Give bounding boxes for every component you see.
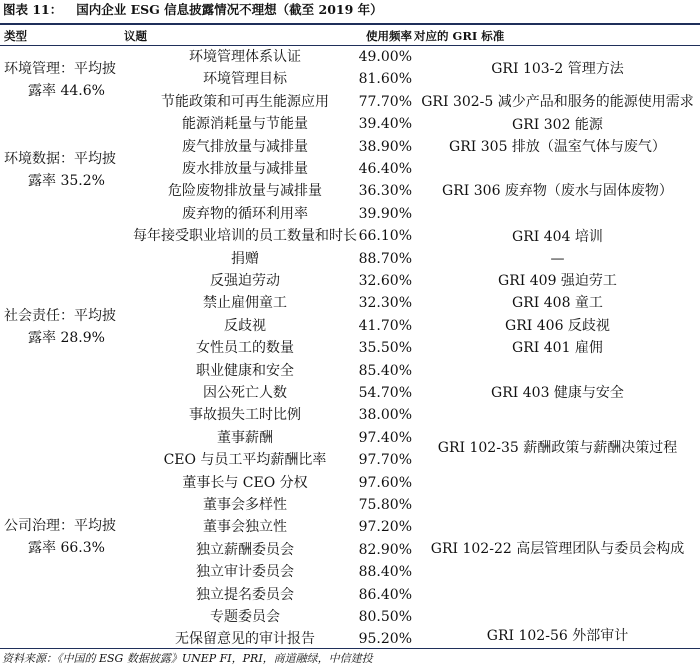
rate-cell: 97.40% bbox=[358, 429, 412, 446]
rate-cell: 85.40% bbox=[358, 362, 412, 379]
rate-cell: 39.90% bbox=[358, 205, 412, 222]
category-line: 露率 35.2% bbox=[28, 173, 105, 189]
rate-cell: 81.60% bbox=[358, 71, 412, 88]
source-note: 资料来源：《中国的 ESG 数据披露》UNEP FI，PRI，商道融绿，中信建投 bbox=[2, 652, 373, 665]
bottom-rule bbox=[0, 648, 700, 649]
gri-standard: GRI 302-5 减少产品和服务的能源使用需求 bbox=[421, 94, 694, 110]
gri-standard: GRI 302 能源 bbox=[512, 117, 603, 133]
rate-cell: 41.70% bbox=[358, 317, 412, 334]
rate-cell: 75.80% bbox=[358, 497, 412, 513]
gri-standard: GRI 404 培训 bbox=[512, 229, 603, 245]
indicator-cell: 环境管理目标 bbox=[203, 71, 287, 88]
gri-standard: GRI 401 雇佣 bbox=[512, 340, 603, 356]
indicator-cell: 废水排放量与减排量 bbox=[182, 161, 308, 177]
indicator-cell: 废弃物的循环利用率 bbox=[182, 205, 308, 222]
header-rate: 使用频率 bbox=[366, 29, 412, 43]
rate-cell: 35.50% bbox=[358, 340, 412, 357]
gri-standard: GRI 102-56 外部审计 bbox=[486, 628, 629, 644]
indicator-cell: CEO 与员工平均薪酬比率 bbox=[163, 452, 327, 469]
rate-cell: 77.70% bbox=[358, 93, 412, 110]
header-indicator: 议题 bbox=[124, 29, 147, 43]
indicator-cell: 独立薪酬委员会 bbox=[196, 541, 294, 558]
indicator-cell: 因公死亡人数 bbox=[203, 385, 287, 401]
indicator-cell: 禁止雇佣童工 bbox=[203, 295, 287, 312]
rate-cell: 36.30% bbox=[358, 183, 412, 200]
indicator-cell: 能源消耗量与节能量 bbox=[182, 116, 308, 133]
rate-cell: 32.30% bbox=[358, 295, 412, 312]
gri-standard: — bbox=[550, 251, 565, 267]
rate-cell: 54.70% bbox=[358, 385, 412, 401]
indicator-cell: 环境管理体系认证 bbox=[189, 49, 301, 65]
header-category: 类型 bbox=[4, 29, 27, 43]
category-environment-management bbox=[4, 58, 139, 102]
indicator-cell: 反强迫劳动 bbox=[210, 273, 280, 289]
gri-standard: GRI 403 健康与安全 bbox=[491, 385, 624, 401]
figure-title-text: 国内企业 ESG 信息披露情况不理想（截至 2019 年） bbox=[76, 2, 383, 17]
indicator-cell: 反歧视 bbox=[224, 317, 266, 334]
indicator-cell: 董事长与 CEO 分权 bbox=[182, 474, 308, 491]
category-line: 露率 44.6% bbox=[28, 83, 105, 99]
category-line: 环境管理：平均披 bbox=[4, 61, 116, 77]
category-line: 环境数据：平均披 bbox=[4, 151, 116, 167]
indicator-cell: 无保留意见的审计报告 bbox=[175, 631, 315, 648]
header-gri: 对应的 GRI 标准 bbox=[414, 29, 505, 43]
indicator-cell: 独立审计委员会 bbox=[196, 564, 294, 581]
rate-cell: 82.90% bbox=[358, 541, 412, 558]
category-environment-data bbox=[4, 148, 139, 192]
indicator-cell: 董事会独立性 bbox=[203, 519, 287, 536]
gri-standard: GRI 306 废弃物（废水与固体废物） bbox=[442, 183, 673, 199]
indicator-cell: 节能政策和可再生能源应用 bbox=[161, 93, 329, 110]
gri-standard: GRI 409 强迫劳工 bbox=[498, 273, 617, 289]
category-social-responsibility bbox=[4, 305, 139, 349]
indicator-cell: 每年接受职业培训的员工数量和时长 bbox=[133, 228, 357, 245]
gri-standard: GRI 102-35 薪酬政策与薪酬决策过程 bbox=[437, 440, 678, 456]
indicator-cell: 捐赠 bbox=[231, 250, 259, 267]
category-line: 露率 66.3% bbox=[28, 540, 105, 556]
rate-cell: 97.20% bbox=[358, 519, 412, 536]
category-line: 公司治理：平均披 bbox=[4, 518, 116, 534]
gri-standard: GRI 408 童工 bbox=[512, 295, 603, 311]
indicator-cell: 专题委员会 bbox=[210, 609, 280, 625]
figure-label: 图表 11： bbox=[3, 2, 63, 17]
gri-standard: GRI 406 反歧视 bbox=[505, 318, 610, 334]
indicator-cell: 废气排放量与减排量 bbox=[182, 138, 308, 155]
indicator-cell: 董事会多样性 bbox=[203, 497, 287, 513]
indicator-cell: 事故损失工时比例 bbox=[189, 407, 301, 424]
category-corporate-governance bbox=[4, 515, 139, 559]
rate-cell: 32.60% bbox=[358, 273, 412, 289]
category-line: 露率 28.9% bbox=[28, 330, 105, 346]
indicator-cell: 危险废物排放量与减排量 bbox=[168, 183, 322, 200]
rate-cell: 80.50% bbox=[358, 609, 412, 625]
rate-cell: 86.40% bbox=[358, 586, 412, 603]
rate-cell: 88.40% bbox=[358, 564, 412, 581]
rate-cell: 46.40% bbox=[358, 161, 412, 177]
category-line: 社会责任：平均披 bbox=[4, 308, 116, 324]
rate-cell: 49.00% bbox=[358, 49, 412, 65]
indicator-cell: 女性员工的数量 bbox=[196, 340, 294, 357]
rate-cell: 88.70% bbox=[358, 250, 412, 267]
rate-cell: 38.90% bbox=[358, 138, 412, 155]
top-rule bbox=[0, 23, 700, 25]
indicator-cell: 董事薪酬 bbox=[217, 429, 273, 446]
figure-title bbox=[0, 0, 700, 20]
rate-cell: 38.00% bbox=[358, 407, 412, 424]
indicator-cell: 职业健康和安全 bbox=[196, 362, 294, 379]
rate-cell: 97.60% bbox=[358, 474, 412, 491]
rate-cell: 66.10% bbox=[358, 228, 412, 245]
rate-cell: 95.20% bbox=[358, 631, 412, 648]
rate-cell: 97.70% bbox=[358, 452, 412, 469]
indicator-cell: 独立提名委员会 bbox=[196, 586, 294, 603]
gri-standard: GRI 103-2 管理方法 bbox=[491, 61, 624, 77]
gri-standard: GRI 305 排放（温室气体与废气） bbox=[449, 139, 666, 155]
rate-cell: 39.40% bbox=[358, 116, 412, 133]
gri-standard: GRI 102-22 高层管理团队与委员会构成 bbox=[430, 541, 685, 557]
